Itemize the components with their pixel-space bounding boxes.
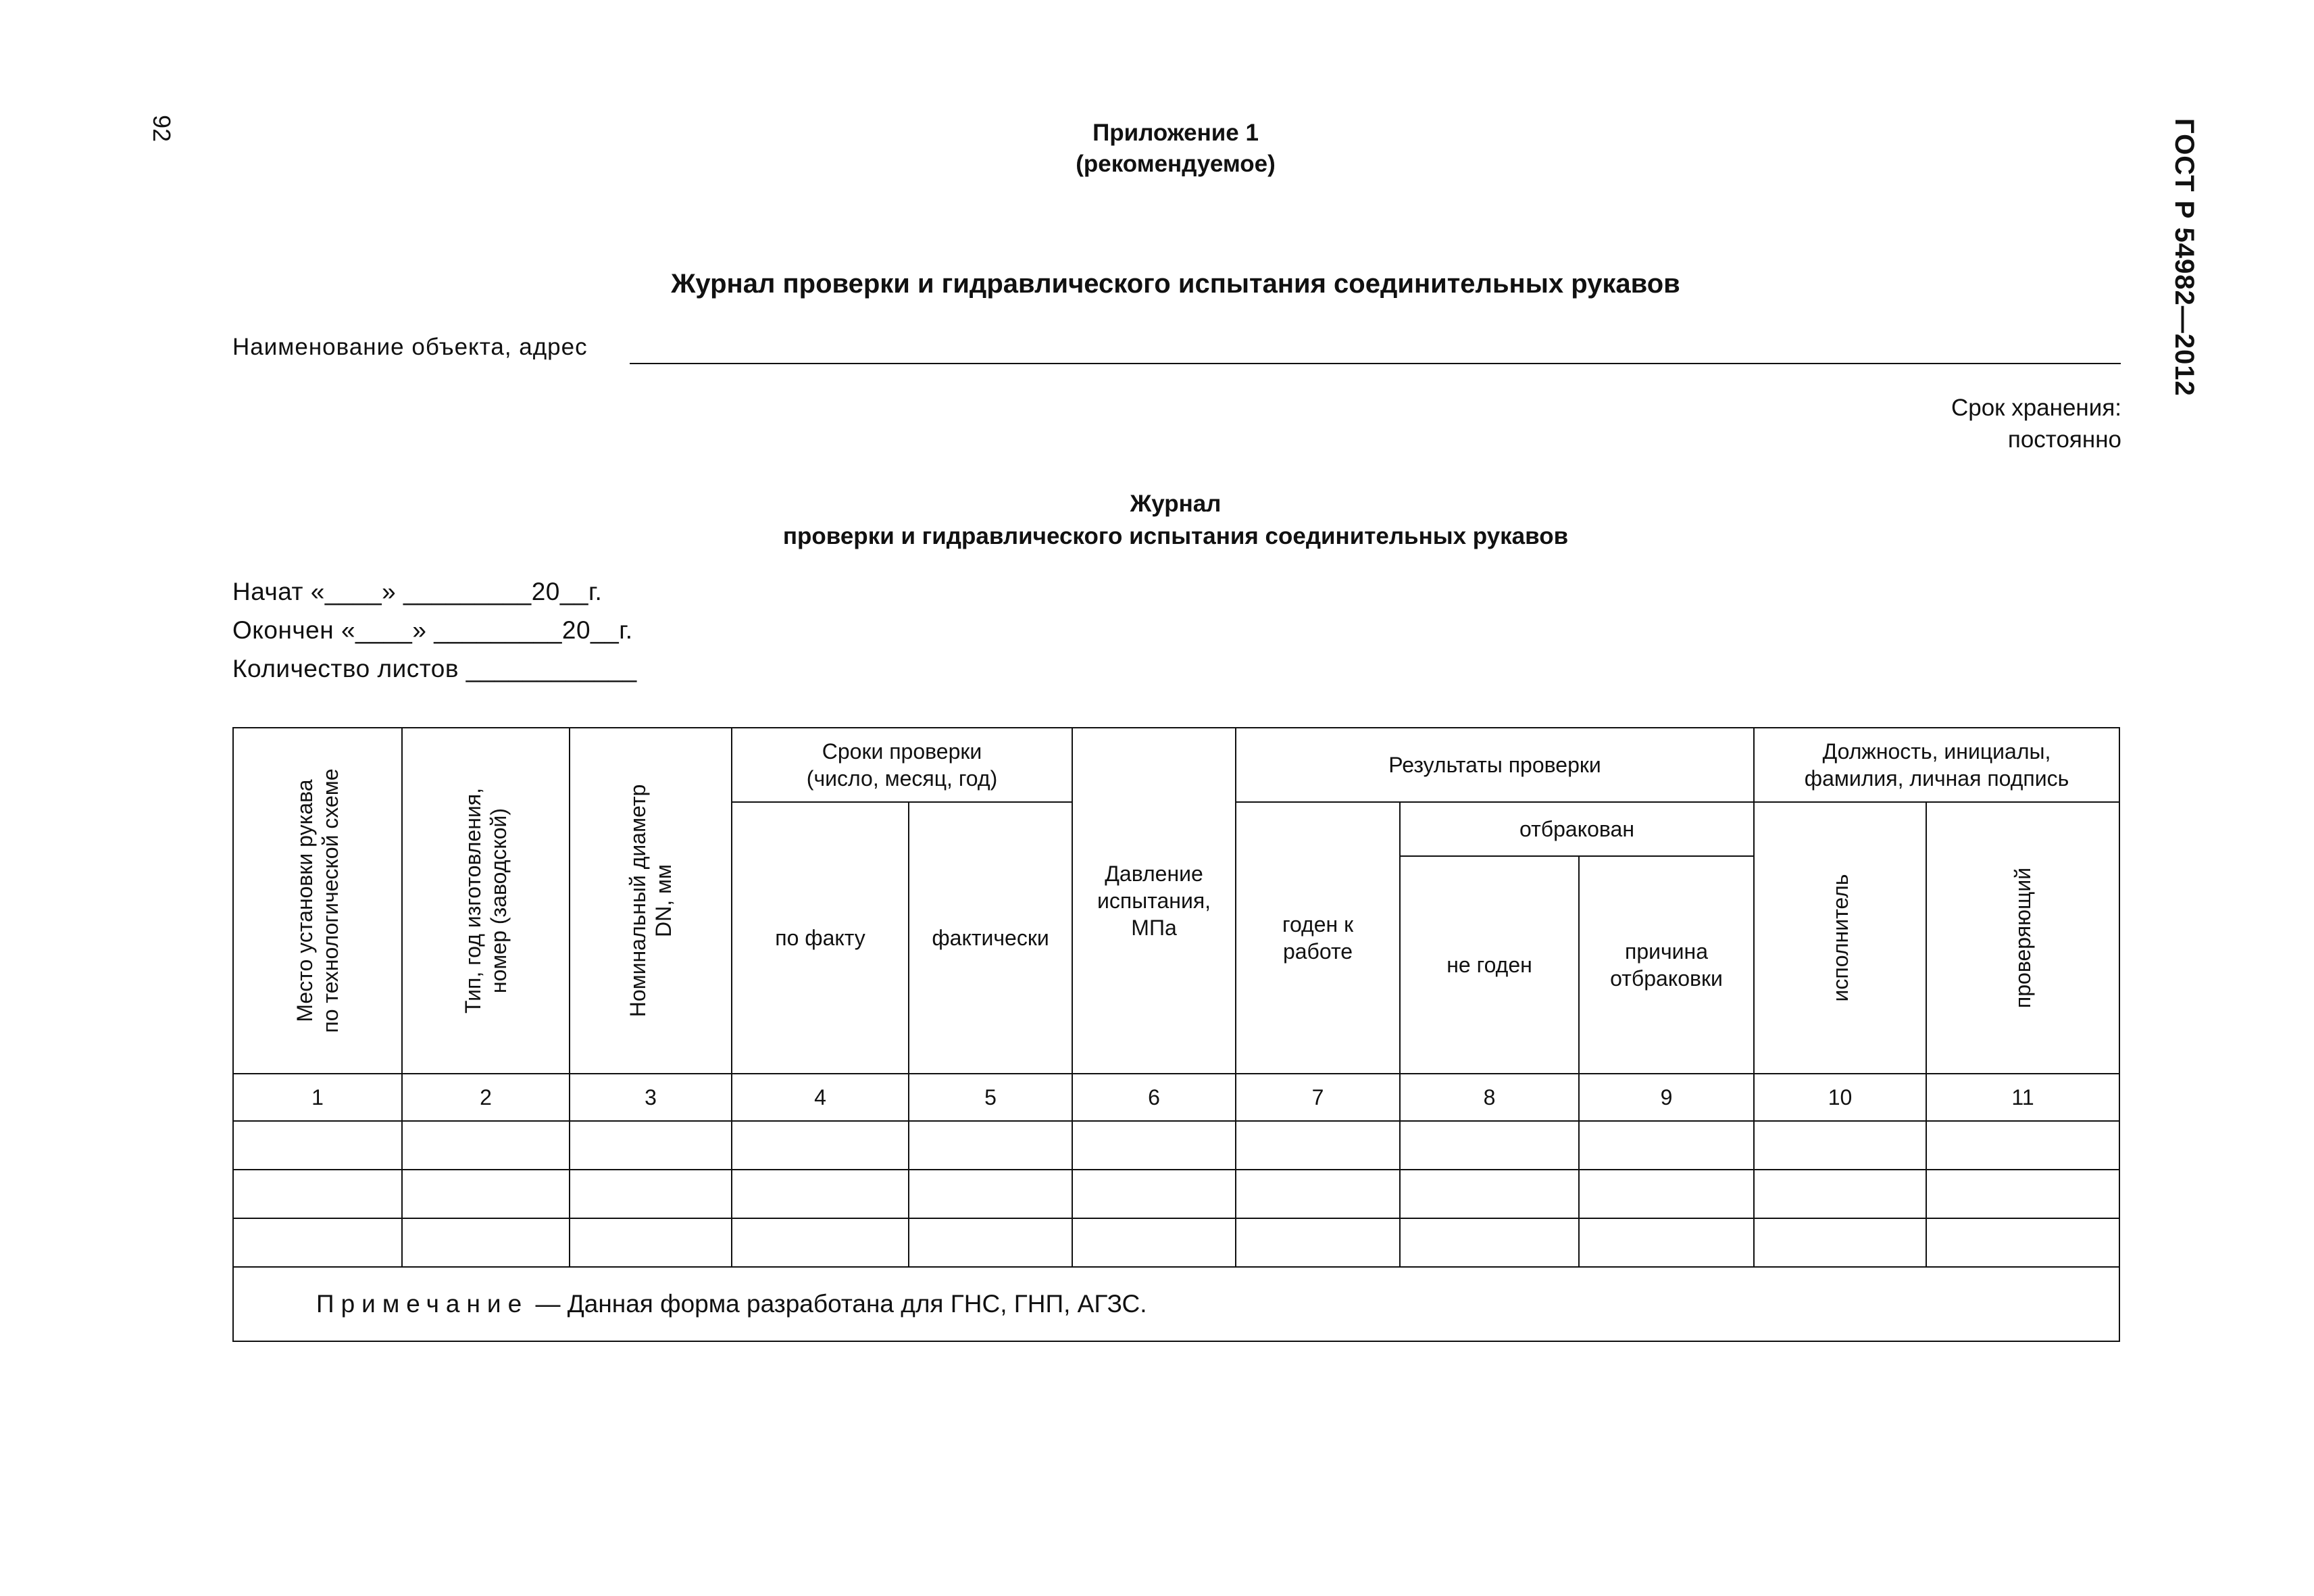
table-cell: [402, 1218, 570, 1267]
header-dates-text: Сроки проверки (число, месяц, год): [806, 739, 998, 791]
header-results: [1236, 728, 1754, 802]
note-row: [233, 1267, 2119, 1341]
table-cell: [1754, 1218, 1926, 1267]
header-rejected: [1400, 802, 1754, 856]
header-position-text: Должность, инициалы, фамилия, личная подпись: [1804, 739, 2069, 791]
column-number: 2: [402, 1074, 570, 1121]
object-address-fill-line: [630, 363, 2121, 364]
header-reason-text: причина отбраковки: [1610, 939, 1723, 991]
table-cell: [1579, 1121, 1754, 1170]
table-cell: [732, 1170, 909, 1218]
header-plan-text: по факту: [775, 926, 865, 950]
table-cell: [1926, 1218, 2119, 1267]
table-cell: [233, 1218, 402, 1267]
header-checker-text: проверяющий: [2011, 867, 2036, 1009]
table-cell: [1400, 1218, 1579, 1267]
header-plan: [732, 802, 909, 1074]
table-row: [233, 1121, 2119, 1170]
table-cell: [1236, 1121, 1400, 1170]
column-number: 11: [1926, 1074, 2119, 1121]
table-cell: [233, 1121, 402, 1170]
column-number: 10: [1754, 1074, 1926, 1121]
object-address-line: [232, 334, 2121, 368]
header-position: [1754, 728, 2119, 802]
header-place: [233, 728, 402, 1074]
object-address-label: Наименование объекта, адрес: [232, 334, 588, 360]
table-cell: [1579, 1218, 1754, 1267]
header-executor: [1754, 802, 1926, 1074]
storage-label: Срок хранения:: [1951, 395, 2121, 421]
header-executor-text: исполнитель: [1828, 874, 1853, 1002]
table-cell: [1236, 1170, 1400, 1218]
table-cell: [732, 1121, 909, 1170]
table-cell: [570, 1218, 732, 1267]
column-number: 9: [1579, 1074, 1754, 1121]
table-cell: [570, 1170, 732, 1218]
header-dn: [570, 728, 732, 1074]
appendix-line-1: Приложение 1: [1092, 120, 1259, 146]
header-dates: [732, 728, 1072, 802]
table-cell: [909, 1121, 1072, 1170]
column-number: 7: [1236, 1074, 1400, 1121]
table-cell: [1400, 1170, 1579, 1218]
table-cell: [402, 1170, 570, 1218]
column-number: 8: [1400, 1074, 1579, 1121]
journal-title-line-1: Журнал: [1130, 491, 1222, 517]
journal-table: [232, 727, 2120, 1342]
table-cell: [1754, 1121, 1926, 1170]
table-cell: [909, 1170, 1072, 1218]
header-checker: [1926, 802, 2119, 1074]
table-cell: [1926, 1170, 2119, 1218]
table-cell: [1400, 1121, 1579, 1170]
table-cell: [570, 1121, 732, 1170]
table-cell: [402, 1121, 570, 1170]
column-number: 4: [732, 1074, 909, 1121]
table-row: [233, 1170, 2119, 1218]
header-reason: [1579, 856, 1754, 1074]
appendix-line-2: (рекомендуемое): [1076, 151, 1276, 177]
journal-title-line-2: проверки и гидравлического испытания соединительных рукавов: [782, 523, 1569, 549]
header-place-text: Место установки рукава по технологической схеме: [293, 768, 343, 1033]
table-cell: [233, 1170, 402, 1218]
note-text: — Данная форма разработана для ГНС, ГНП, АГЗС.: [528, 1290, 1147, 1318]
header-unfit-text: не годен: [1447, 953, 1532, 977]
table-cell: [909, 1218, 1072, 1267]
journal-title: [608, 488, 1743, 553]
main-title: Журнал проверки и гидравлического испытания соединительных рукавов: [671, 269, 1680, 299]
note-cell: [233, 1267, 2119, 1341]
page-number: 92: [148, 115, 176, 143]
header-type: [402, 728, 570, 1074]
table-cell: [1754, 1170, 1926, 1218]
table-cell: [1926, 1121, 2119, 1170]
header-actual-text: фактически: [932, 926, 1049, 950]
header-fit: [1236, 802, 1400, 1074]
column-number: 5: [909, 1074, 1072, 1121]
appendix-heading: [878, 118, 1473, 180]
header-fit-text: годен к работе: [1282, 912, 1354, 964]
sheets-count-line: Количество листов ____________: [232, 655, 637, 682]
header-unfit: [1400, 856, 1579, 1074]
storage-value: постоянно: [2007, 426, 2121, 453]
table-cell: [732, 1218, 909, 1267]
header-dn-text: Номинальный диаметр DN, мм: [626, 784, 676, 1018]
table-cell: [1072, 1170, 1236, 1218]
header-pressure-text: Давление испытания, МПа: [1097, 862, 1211, 940]
header-results-text: Результаты проверки: [1388, 753, 1601, 777]
document-code: ГОСТ Р 54982—2012: [2169, 118, 2199, 397]
table-cell: [1072, 1121, 1236, 1170]
column-number: 1: [233, 1074, 402, 1121]
header-type-text: Тип, год изготовления, номер (заводской): [461, 788, 511, 1014]
started-line: Начат «____» _________20__г.: [232, 578, 603, 605]
storage-period: [1951, 392, 2121, 455]
column-number: 3: [570, 1074, 732, 1121]
header-pressure: [1072, 728, 1236, 1074]
header-actual: [909, 802, 1072, 1074]
table-cell: [1236, 1218, 1400, 1267]
table-cell: [1072, 1218, 1236, 1267]
note-word: Примечание: [316, 1290, 529, 1318]
table-row: [233, 1218, 2119, 1267]
finished-line: Окончен «____» _________20__г.: [232, 616, 633, 644]
header-rejected-text: отбракован: [1519, 817, 1634, 841]
column-number: 6: [1072, 1074, 1236, 1121]
table-cell: [1579, 1170, 1754, 1218]
column-numbers-row: [233, 1074, 2119, 1121]
